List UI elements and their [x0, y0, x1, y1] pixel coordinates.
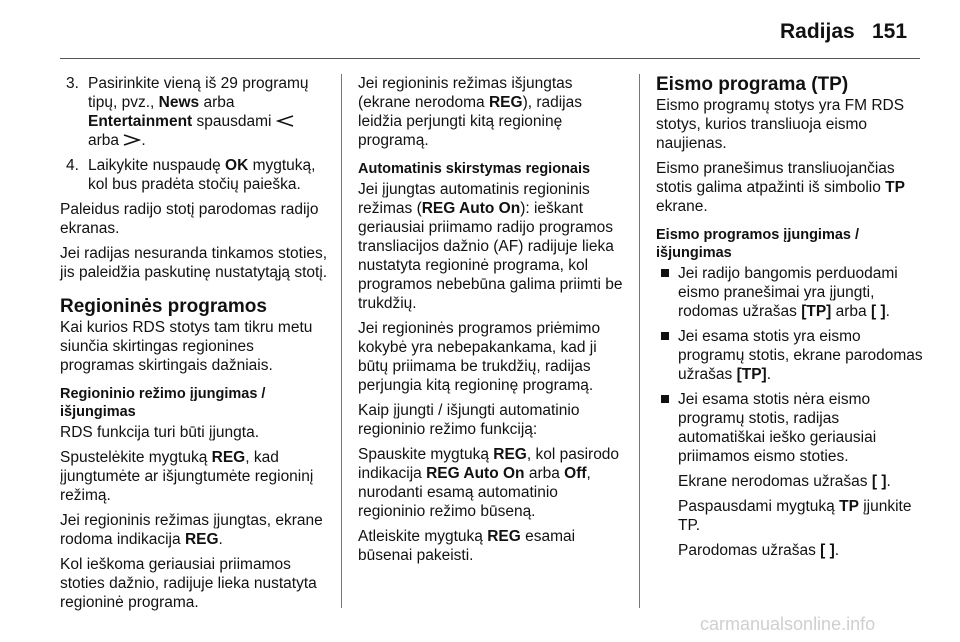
bullet-square-icon	[661, 269, 669, 277]
tp-label: TP	[885, 179, 905, 196]
reg-label: REG	[493, 446, 527, 463]
text: .	[886, 473, 891, 490]
text: Eismo pranešimus transliuojančias stotis galima atpažinti iš simbolio	[656, 160, 895, 196]
text: , kol pasirodo indikacija	[358, 446, 620, 482]
text: ekrane.	[656, 198, 708, 215]
step-text: Laikykite nuspaudę	[88, 157, 226, 174]
text: Spauskite mygtuką	[358, 446, 494, 463]
off-label: Off	[564, 465, 587, 482]
text: ), radijas leidžia perjungti kitą regioninę programą.	[358, 94, 582, 149]
paragraph: Kaip įjungti / išjungti automatinio regioninio režimo funkciją:	[358, 402, 580, 438]
text: Jei regioninis režimas išjungtas (ekrane nerodoma	[358, 75, 573, 111]
paragraph	[656, 541, 924, 560]
paragraph	[358, 180, 626, 313]
reg-auto-on-label: REG Auto On	[421, 200, 521, 217]
entertainment-label: Entertainment	[88, 113, 193, 130]
text: Jei regioninis režimas įjungtas, ekrane rodoma indikacija	[60, 512, 323, 548]
text: Jei radijo bangomis perduodami eismo pranešimai yra įjungti, rodomas užrašas	[678, 265, 898, 320]
reg-label: REG	[487, 528, 521, 545]
empty-bracket-label: [ ]	[870, 303, 886, 320]
bullet-square-icon	[661, 395, 669, 403]
arrow-left-icon	[276, 115, 294, 127]
text: , nurodanti esamą automatinio regioninio režimo būseną.	[358, 465, 591, 520]
header-title: Radijas	[780, 20, 855, 43]
arrow-right-icon	[123, 134, 141, 146]
tp-label: TP	[839, 498, 859, 515]
text: Jei esama stotis yra eismo programų stotis, ekrane parodomas užrašas	[678, 328, 923, 383]
text: Atleiskite mygtuką	[358, 528, 488, 545]
column-3	[656, 74, 924, 566]
paragraph	[358, 74, 626, 150]
reg-label: REG	[488, 94, 523, 111]
step-text: .	[141, 132, 146, 149]
reg-label: REG	[211, 449, 246, 466]
tp-bracket-label: [TP]	[801, 303, 832, 320]
tp-bracket-label: [TP]	[736, 366, 767, 383]
bullet-item	[656, 264, 924, 321]
paragraph: Kai kurios RDS stotys tam tikru metu siunčia skirtingas regionines programas skirtingais dažniais.	[60, 319, 313, 374]
header-rule	[60, 58, 920, 59]
step-number: 3.	[66, 75, 79, 92]
reg-label: REG	[184, 531, 219, 548]
bullet-item	[656, 327, 924, 384]
text: Ekrane nerodomas užrašas	[678, 473, 872, 490]
bullet-square-icon	[661, 332, 669, 340]
text: Parodomas užrašas	[678, 542, 821, 559]
text: įjunkite TP.	[678, 498, 912, 534]
step-text: spausdami	[192, 113, 276, 130]
step-text: arba	[88, 132, 124, 149]
subsection-heading: Eismo programos įjungimas / išjungimas	[656, 227, 860, 261]
step-3	[60, 74, 328, 150]
subsection-heading: Automatinis skirstymas regionais	[358, 161, 591, 177]
paragraph: Jei regioninės programos priėmimo kokybė yra nebepakankama, kad ji būtų priimama be trukdžių, radijas perjungia kitą regioninę programą.	[358, 320, 601, 394]
text: .	[218, 531, 223, 548]
paragraph	[358, 445, 626, 521]
column-1	[60, 74, 328, 618]
step-number: 4.	[66, 157, 79, 174]
section-heading: Regioninės programos	[60, 296, 267, 317]
step-text: Pasirinkite vieną iš 29 programų tipų, pvz.,	[88, 75, 309, 111]
watermark: carmanualsonline.info	[700, 614, 876, 634]
reg-auto-on-label: REG Auto On	[426, 465, 525, 482]
step-text: arba	[199, 94, 235, 111]
paragraph: Eismo programų stotys yra FM RDS stotys, kurios transliuoja eismo naujienas.	[656, 97, 905, 152]
paragraph: Jei radijas nesuranda tinkamos stoties, jis paleidžia paskutinę nustatytąją stotį.	[60, 245, 328, 281]
bullet-item	[656, 390, 924, 466]
text: .	[885, 303, 890, 320]
paragraph	[656, 159, 924, 216]
text: arba	[524, 465, 565, 482]
step-text: mygtuką, kol bus pradėta stočių paieška.	[88, 157, 316, 193]
paragraph: Paleidus radijo stotį parodomas radijo ekranas.	[60, 201, 319, 237]
text: Jei įjungtas automatinis regioninis režimas (	[358, 181, 590, 217]
subsection-heading: Regioninio režimo įjungimas / išjungimas	[60, 386, 266, 420]
empty-bracket-label: [ ]	[820, 542, 835, 559]
column-divider-1	[341, 74, 342, 608]
paragraph	[60, 511, 328, 549]
text: Paspausdami mygtuką	[678, 498, 840, 515]
text: esamai būsenai pakeisti.	[358, 528, 576, 564]
paragraph	[656, 472, 924, 491]
text: .	[834, 542, 840, 559]
text: .	[766, 366, 772, 383]
text: Jei esama stotis nėra eismo programų stotis, radijas automatiškai ieško geriausiai priimamos eismo stoties.	[678, 391, 877, 465]
section-heading: Eismo programa (TP)	[656, 74, 849, 95]
paragraph	[60, 448, 328, 505]
paragraph	[656, 497, 924, 535]
column-divider-2	[639, 74, 640, 608]
text: arba	[831, 303, 871, 320]
ok-label: OK	[225, 157, 249, 174]
text: , kad įjungtumėte ar išjungtumėte regioninį režimą.	[60, 449, 314, 504]
paragraph: Kol ieškoma geriausiai priimamos stoties dažnio, radijuje lieka nustatyta regioninė programa.	[60, 556, 317, 611]
column-2	[358, 74, 626, 571]
empty-bracket-label: [ ]	[871, 473, 887, 490]
paragraph: RDS funkcija turi būti įjungta.	[60, 424, 260, 441]
text: Spustelėkite mygtuką	[60, 449, 212, 466]
text: ): ieškant geriausiai priimamo radijo programos transliacijos dažnio (AF) radijuje lieka nustatyta regioninė programa, kol programos nebebūna galima priimti be trukdžių.	[358, 200, 623, 312]
paragraph	[358, 527, 626, 565]
page-number: 151	[872, 20, 908, 43]
news-label: News	[158, 94, 200, 111]
step-4	[60, 156, 328, 194]
